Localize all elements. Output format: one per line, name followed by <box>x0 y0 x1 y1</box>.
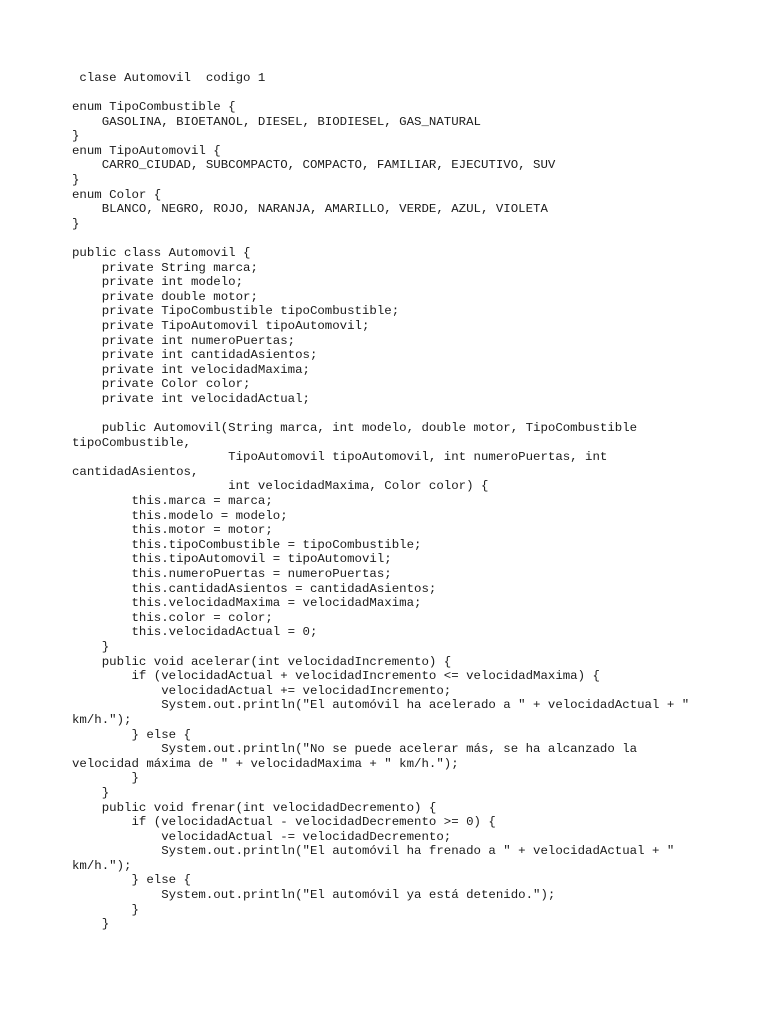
code-line: private int numeroPuertas; <box>72 333 296 348</box>
code-line: private String marca; <box>72 260 258 275</box>
code-line: cantidadAsientos, <box>72 464 199 479</box>
code-line: if (velocidadActual - velocidadDecremento >= 0) { <box>72 815 496 830</box>
code-line: this.modelo = modelo; <box>72 508 288 523</box>
code-line: } <box>72 216 80 231</box>
code-line: this.color = color; <box>72 610 273 625</box>
code-line: TipoAutomovil tipoAutomovil, int numeroPuertas, int <box>72 450 608 465</box>
code-line <box>72 406 712 421</box>
code-line: this.velocidadActual = 0; <box>72 625 318 640</box>
code-line: public void acelerar(int velocidadIncremento) { <box>72 654 452 669</box>
code-line: private int velocidadActual; <box>72 391 310 406</box>
code-line: private int modelo; <box>72 275 244 290</box>
code-line: private TipoAutomovil tipoAutomovil; <box>72 318 370 333</box>
code-line: } else { <box>72 727 191 742</box>
code-line: } <box>72 785 110 800</box>
code-line: BLANCO, NEGRO, ROJO, NARANJA, AMARILLO, VERDE, AZUL, VIOLETA <box>72 202 548 217</box>
code-line: GASOLINA, BIOETANOL, DIESEL, BIODIESEL, GAS_NATURAL <box>72 114 481 129</box>
code-line: private Color color; <box>72 377 251 392</box>
code-line: private double motor; <box>72 289 258 304</box>
code-line: } <box>72 129 80 144</box>
code-line: System.out.println("El automóvil ha acelerado a " + velocidadActual + " <box>72 698 690 713</box>
code-line: CARRO_CIUDAD, SUBCOMPACTO, COMPACTO, FAMILIAR, EJECUTIVO, SUV <box>72 158 556 173</box>
code-line: public Automovil(String marca, int modelo, double motor, TipoCombustible <box>72 421 638 436</box>
code-line: } <box>72 172 80 187</box>
code-line: } <box>72 917 110 932</box>
code-line: enum TipoCombustible { <box>72 100 236 114</box>
code-line: velocidadActual += velocidadIncremento; <box>72 683 452 698</box>
code-line: } <box>72 902 139 917</box>
code-line: velocidadActual -= velocidadDecremento; <box>72 829 452 844</box>
code-line: km/h."); <box>72 712 132 727</box>
code-line: km/h."); <box>72 858 132 873</box>
code-line: this.numeroPuertas = numeroPuertas; <box>72 567 392 581</box>
code-line: public void frenar(int velocidadDecremento) { <box>72 800 437 815</box>
code-line: } <box>72 639 110 654</box>
code-line: if (velocidadActual + velocidadIncremento <= velocidadMaxima) { <box>72 669 600 684</box>
code-line: System.out.println("El automóvil ha frenado a " + velocidadActual + " <box>72 844 675 859</box>
code-line: } <box>72 771 139 786</box>
code-line: enum Color { <box>72 187 162 202</box>
document-title: clase Automovil codigo 1 <box>72 71 266 85</box>
code-line: private TipoCombustible tipoCombustible; <box>72 304 400 319</box>
code-line: velocidad máxima de " + velocidadMaxima + " km/h."); <box>72 756 459 771</box>
code-line: private int velocidadMaxima; <box>72 362 310 377</box>
code-line: this.marca = marca; <box>72 494 273 509</box>
code-line: private int cantidadAsientos; <box>72 348 318 363</box>
code-line: tipoCombustible, <box>72 435 191 450</box>
code-line: this.tipoCombustible = tipoCombustible; <box>72 537 422 552</box>
code-block <box>72 100 712 932</box>
code-line: this.tipoAutomovil = tipoAutomovil; <box>72 552 392 567</box>
code-line <box>72 231 712 246</box>
code-line: System.out.println("No se puede acelerar más, se ha alcanzado la <box>72 742 638 757</box>
code-line: this.cantidadAsientos = cantidadAsientos; <box>72 581 437 596</box>
code-line: this.velocidadMaxima = velocidadMaxima; <box>72 596 422 611</box>
code-line: this.motor = motor; <box>72 523 273 538</box>
code-line: int velocidadMaxima, Color color) { <box>72 479 489 494</box>
code-line: enum TipoAutomovil { <box>72 143 221 158</box>
code-line: System.out.println("El automóvil ya está detenido."); <box>72 888 556 903</box>
code-line: public class Automovil { <box>72 245 251 260</box>
code-line: } else { <box>72 873 191 888</box>
